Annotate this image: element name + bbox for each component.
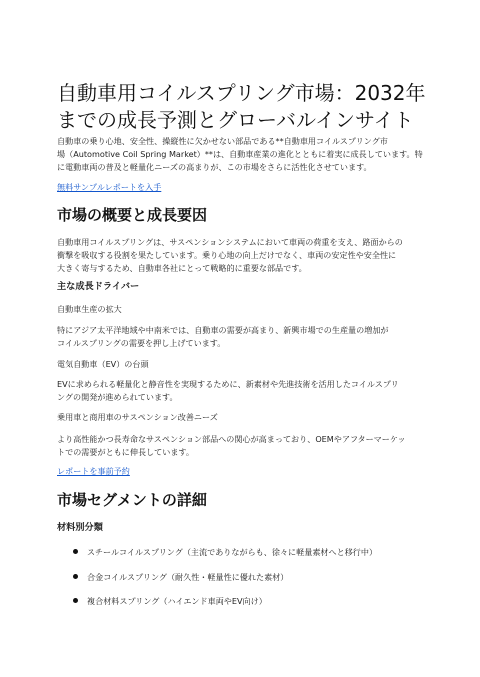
overview-line: 大きく寄与するため、自動車各社にとって戦略的に重要な部品です。 (57, 263, 307, 274)
list-item-text: スチールコイルスプリング（主流でありながらも、徐々に軽量素材へと移行中） (87, 547, 378, 557)
list-item (57, 595, 437, 620)
overview-line: 衝撃を吸収する役割を果たしています。乗り心地の向上だけでなく、車両の安定性や安全性に (57, 250, 397, 261)
driver2-title: 電気自動車（EV）の台頭 (57, 359, 149, 369)
bullet-icon (73, 598, 78, 603)
overview-paragraph (57, 236, 432, 276)
page-title: 自動車用コイルスプリング市場：2032年までの成長予測とグローバルインサイト (57, 81, 426, 132)
material-list (57, 546, 437, 620)
material-subheading: 材料別分類 (57, 522, 103, 533)
driver1-title: 自動車生産の拡大 (57, 304, 122, 314)
driver3-text (57, 433, 432, 459)
intro-line: 自動車の乗り心地、安全性、操縦性に欠かせない部品である**自動車用コイルスプリング市 (57, 136, 388, 146)
list-item-text: 合金コイルスプリング（耐久性・軽量性に優れた素材） (87, 571, 289, 582)
bullet-icon (73, 574, 78, 579)
driver2-text (57, 378, 432, 404)
driver3-title: 乗用車と商用車のサスペンション改善ニーズ (57, 412, 218, 422)
driver1-line: 特にアジア太平洋地域や中南米では、自動車の需要が高まり、新興市場での生産量の増加が (57, 325, 389, 335)
driver2-line: ングの開発が進められています。 (57, 392, 178, 403)
overview-line: 自動車用コイルスプリングは、サスペンションシステムにおいて車両の荷重を支え、路面からの (57, 237, 403, 247)
preorder-report-link[interactable]: レポートを事前予約 (57, 466, 130, 476)
driver1-text (57, 324, 432, 350)
section-heading-segments: 市場セグメントの詳細 (57, 491, 207, 509)
intro-line: 場（Automotive Coil Spring Market）**は、自動車産業の進化とともに着実に成長しています。特 (57, 149, 423, 160)
free-sample-link[interactable]: 無料サンプルレポートを入手 (57, 182, 162, 192)
intro-line: に電動車両の普及と軽量化ニーズの高まりが、この市場をさらに活性化させています。 (57, 162, 372, 173)
list-item-text: 複合材料スプリング（ハイエンド車両やEV向け） (87, 596, 267, 606)
section-heading-overview: 市場の概要と成長要因 (57, 206, 208, 224)
driver3-line: より高性能かつ長寿命なサスペンション部品への関心が高まっており、OEMやアフターマーケッ (57, 434, 406, 444)
drivers-heading: 主な成長ドライバー (57, 281, 140, 292)
driver3-line: トでの需要がともに伸長しています。 (57, 447, 194, 458)
bullet-icon (73, 549, 78, 554)
list-item (57, 571, 437, 596)
driver1-line: コイルスプリングの需要を押し上げています。 (57, 338, 226, 349)
list-item (57, 546, 437, 571)
intro-paragraph (57, 135, 432, 175)
driver2-line: EVに求められる軽量化と静音性を実現するために、新素材や先進技術を活用したコイルスプリ (57, 379, 399, 389)
